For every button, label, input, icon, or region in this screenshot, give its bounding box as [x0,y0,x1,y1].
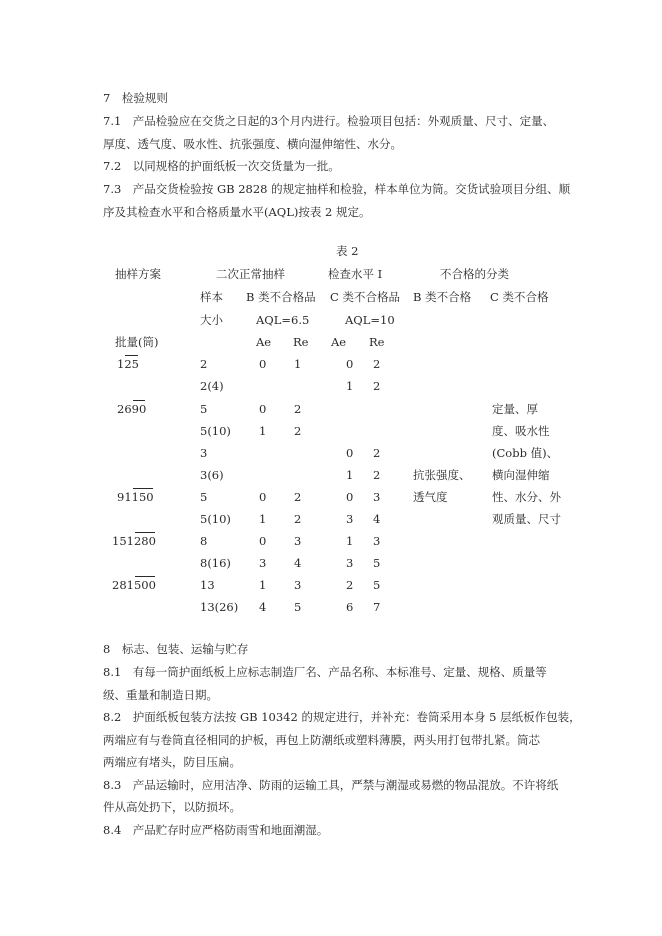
header-c-class-nonconformity: C 类不合格 [490,290,549,304]
para-7-1-line1: 7.1 产品检验应在交货之日起的3个月内进行。检验项目包括：外观质量、尺寸、定量、 [103,114,555,128]
section-7-heading: 7 检验规则 [103,91,168,105]
header-c-ae: Ae [331,335,347,349]
para-8-1-line1: 8.1 有每一筒护面纸板上应标志制造厂名、产品名称、本标准号、定量、规格、质量等 [103,665,547,679]
sample-size-cell: 5(10) [200,512,231,526]
sample-size-cell: 5(10) [200,424,231,438]
b-re-cell: 2 [294,402,302,416]
header-b-ae: Ae [256,335,272,349]
table-title: 表 2 [336,244,359,258]
para-7-1-line2: 厚度、透气度、吸水性、抗张强度、横向湿伸缩性、水分。 [103,137,402,151]
c-ae-cell: 6 [346,600,354,614]
c-re-cell: 3 [373,534,381,548]
lot-size: 125 [117,357,139,371]
b-ae-cell: 4 [259,600,267,614]
c-ae-cell: 2 [346,578,354,592]
sample-size-cell: 3(6) [200,468,224,482]
para-7-3-line1: 7.3 产品交货检验按 GB 2828 的规定抽样和检验，样本单位为筒。交货试验项目分组、顺 [103,182,571,196]
c-ae-cell: 3 [346,512,354,526]
para-8-2-line1: 8.2 护面纸板包装方法按 GB 10342 的规定进行，并补充：卷筒采用本身 5 层纸板作包装， [103,710,581,724]
c-re-cell: 2 [373,379,381,393]
c-re-cell: 7 [373,600,381,614]
sample-size-cell: 2(4) [200,379,224,393]
para-8-2-line3: 两端应有堵头，防目压扁。 [103,755,241,769]
c-class-item: (Cobb 值)、 [492,446,559,460]
header-c-aql: AQL=10 [345,313,395,327]
b-re-cell: 2 [294,424,302,438]
b-re-cell: 2 [294,512,302,526]
header-c-class-defectives: C 类不合格品 [330,290,400,304]
c-re-cell: 3 [373,490,381,504]
b-class-item: 透气度 [413,490,448,504]
c-ae-cell: 1 [346,468,354,482]
b-ae-cell: 0 [259,402,267,416]
b-ae-cell: 1 [259,424,267,438]
c-class-item: 度、吸水性 [492,424,550,438]
b-class-item: 抗张强度、 [413,468,471,482]
c-ae-cell: 0 [346,490,354,504]
c-re-cell: 2 [373,357,381,371]
sample-size-cell: 2 [200,357,208,371]
c-re-cell: 5 [373,556,381,570]
b-ae-cell: 1 [259,578,267,592]
c-ae-cell: 0 [346,357,354,371]
header-c-re: Re [369,335,385,349]
header-lot-size: 批量(筒) [115,335,159,349]
header-b-class-nonconformity: B 类不合格 [413,290,472,304]
b-re-cell: 3 [294,578,302,592]
header-double-sampling: 二次正常抽样 [216,267,285,281]
header-nonconformity-class: 不合格的分类 [440,267,509,281]
c-ae-cell: 0 [346,446,354,460]
c-ae-cell: 1 [346,534,354,548]
sample-size-cell: 13(26) [200,600,239,614]
sample-size-cell: 5 [200,402,208,416]
lot-size: 2690 [117,402,147,416]
para-8-3-line2: 件从高处扔下，以防损坏。 [103,800,241,814]
sample-size-cell: 8(16) [200,556,231,570]
sample-size-cell: 8 [200,534,208,548]
para-7-3-line2: 序及其检查水平和合格质量水平(AQL)按表 2 规定。 [103,205,371,219]
para-8-1-line2: 级、重量和制造日期。 [103,688,218,702]
header-b-class-defectives: B 类不合格品 [246,290,316,304]
lot-size: 281500 [112,578,156,592]
para-7-2: 7.2 以同规格的护面纸板一次交货量为一批。 [103,159,340,173]
c-re-cell: 4 [373,512,381,526]
lot-size: 151280 [112,534,156,548]
b-re-cell: 4 [294,556,302,570]
para-8-4: 8.4 产品贮存时应严格防雨雪和地面潮湿。 [103,823,329,837]
c-ae-cell: 1 [346,379,354,393]
b-ae-cell: 0 [259,534,267,548]
sample-size-cell: 13 [200,578,215,592]
b-ae-cell: 3 [259,556,267,570]
c-re-cell: 2 [373,468,381,482]
section-8-heading: 8 标志、包装、运输与贮存 [103,642,249,656]
b-ae-cell: 1 [259,512,267,526]
b-ae-cell: 0 [259,357,267,371]
header-b-re: Re [293,335,309,349]
b-re-cell: 1 [294,357,302,371]
sample-size-cell: 3 [200,446,208,460]
b-ae-cell: 0 [259,490,267,504]
lot-size: 91150 [117,490,154,504]
b-re-cell: 2 [294,490,302,504]
c-re-cell: 2 [373,446,381,460]
c-re-cell: 5 [373,578,381,592]
c-ae-cell: 3 [346,556,354,570]
header-sample-size-2: 大小 [200,313,223,327]
c-class-item: 横向湿伸缩 [492,468,550,482]
b-re-cell: 3 [294,534,302,548]
header-sample-size-1: 样本 [200,290,223,304]
b-re-cell: 5 [294,600,302,614]
header-inspection-level: 检查水平 I [328,267,383,281]
c-class-item: 观质量、尺寸 [492,512,561,526]
para-8-3-line1: 8.3 产品运输时，应用洁净、防雨的运输工具，严禁与潮湿或易燃的物品混放。不许将纸 [103,778,559,792]
sample-size-cell: 5 [200,490,208,504]
header-b-aql: AQL=6.5 [256,313,310,327]
c-class-item: 性、水分、外 [492,490,561,504]
c-class-item: 定量、厚 [492,402,538,416]
header-sampling-plan: 抽样方案 [115,267,161,281]
para-8-2-line2: 两端应有与卷筒直径相同的护板，再包上防潮纸或塑料薄膜，两头用打包带扎紧。筒芯 [103,733,540,747]
